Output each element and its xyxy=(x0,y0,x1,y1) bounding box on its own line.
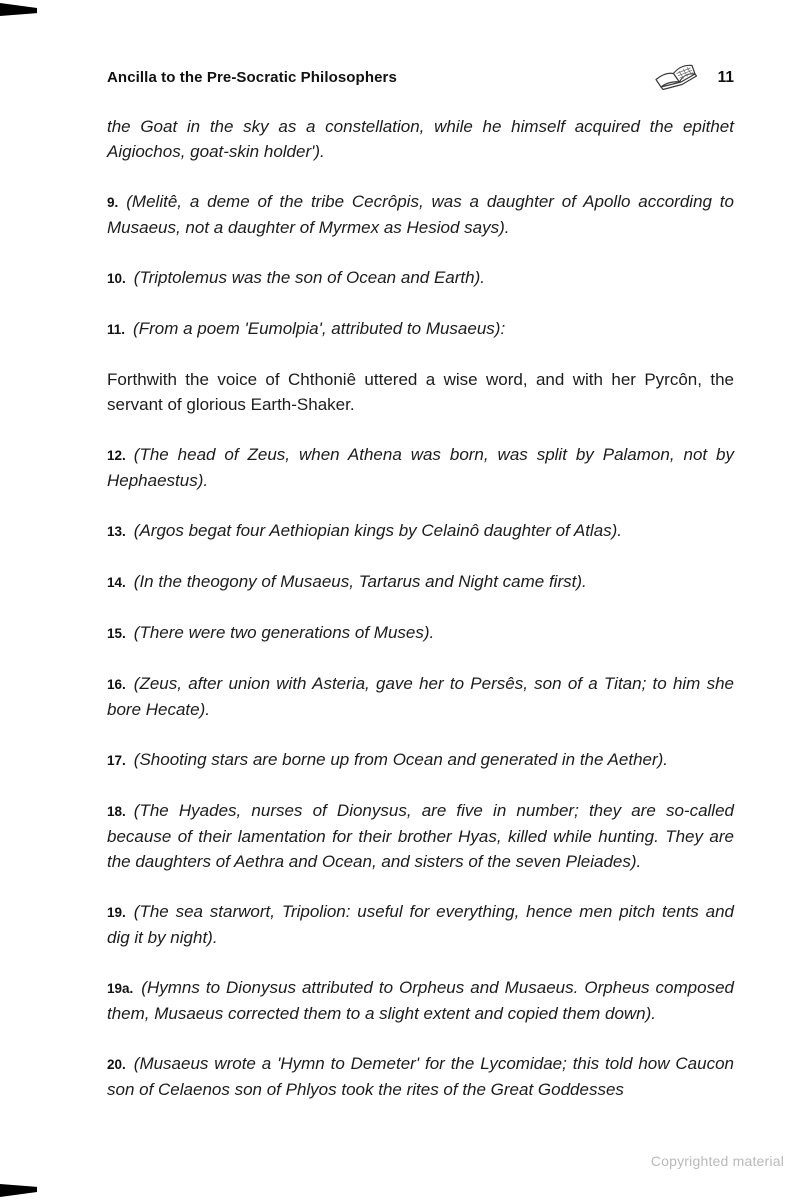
page-body xyxy=(107,114,734,1102)
fragment-text: (The Hyades, nurses of Dionysus, are five in number; they are so-called because of their lamentation for their brother Hyas, killed while hunting. They are the daughters of Aethra and Ocean, and sisters of the seven Pleiades). xyxy=(107,801,734,871)
fragment-text: (Argos begat four Aethiopian kings by Celainô daughter of Atlas). xyxy=(133,521,623,540)
fragment-number: 17. xyxy=(107,753,126,768)
fragment-number: 18. xyxy=(107,804,126,819)
page-header xyxy=(107,62,734,93)
fragment-text: (There were two generations of Muses). xyxy=(133,623,435,642)
fragment-19a xyxy=(107,975,734,1026)
fragment-number: 15. xyxy=(107,626,126,641)
page-header-right xyxy=(652,62,734,93)
fragment-11 xyxy=(107,316,734,342)
fragment-number: 12. xyxy=(107,448,126,463)
fragment-text: (In the theogony of Musaeus, Tartarus and Night came first). xyxy=(133,572,587,591)
fragment-text: (Melitê, a deme of the tribe Cecrôpis, was a daughter of Apollo according to Musaeus, not a daughter of Myrmex as Hesiod says). xyxy=(107,192,734,237)
fragment-10 xyxy=(107,265,734,291)
fragment-text: (Triptolemus was the son of Ocean and Earth). xyxy=(133,268,485,287)
fragment-17 xyxy=(107,747,734,773)
fragment-number: 11. xyxy=(107,322,126,337)
fragment-text: (The head of Zeus, when Athena was born, was split by Palamon, not by Hephaestus). xyxy=(107,445,734,490)
page-number: 11 xyxy=(717,68,734,86)
fragment-text: (Musaeus wrote a 'Hymn to Demeter' for the Lycomidae; this told how Caucon son of Celaenos son of Phlyos took the rites of the Great Goddesses xyxy=(107,1054,734,1099)
fragment-16 xyxy=(107,671,734,722)
scan-artifact-top-left xyxy=(0,3,37,16)
fragment-text: (The sea starwort, Tripolion: useful for everything, hence men pitch tents and dig it by night). xyxy=(107,902,734,947)
fragment-number: 10. xyxy=(107,271,126,286)
scan-artifact-bottom-left xyxy=(0,1184,37,1197)
fragment-number: 19. xyxy=(107,905,126,920)
fragment-number: 19a. xyxy=(107,981,134,996)
fragment-15 xyxy=(107,620,734,646)
continuation-paragraph: the Goat in the sky as a constellation, while he himself acquired the epithet Aigiochos, goat-skin holder'). xyxy=(107,117,734,161)
fragment-number: 20. xyxy=(107,1057,126,1072)
open-book-icon xyxy=(652,62,698,93)
fragment-number: 16. xyxy=(107,677,126,692)
fragment-20 xyxy=(107,1051,734,1102)
fragment-14 xyxy=(107,569,734,595)
page-header-title: Ancilla to the Pre-Socratic Philosophers xyxy=(107,69,397,86)
fragment-text: (Shooting stars are borne up from Ocean and generated in the Aether). xyxy=(133,750,669,769)
fragment-text: (From a poem 'Eumolpia', attributed to Musaeus): xyxy=(133,319,506,338)
copyright-watermark: Copyrighted material xyxy=(650,1153,784,1169)
fragment-19 xyxy=(107,899,734,950)
fragment-18 xyxy=(107,798,734,874)
fragment-9 xyxy=(107,189,734,240)
fragment-text: (Zeus, after union with Asteria, gave her to Persês, son of a Titan; to him she bore Hecate). xyxy=(107,674,734,719)
page-content xyxy=(107,62,734,1102)
fragment-12 xyxy=(107,442,734,493)
fragment-number: 9. xyxy=(107,195,119,210)
fragment-number: 13. xyxy=(107,524,126,539)
fragment-text: (Hymns to Dionysus attributed to Orpheus and Musaeus. Orpheus composed them, Musaeus corrected them to a slight extent and copied them down). xyxy=(107,978,734,1023)
verse-paragraph: Forthwith the voice of Chthoniê uttered a wise word, and with her Pyrcôn, the servant of glorious Earth-Shaker. xyxy=(107,370,734,414)
fragment-13 xyxy=(107,518,734,544)
fragment-number: 14. xyxy=(107,575,126,590)
